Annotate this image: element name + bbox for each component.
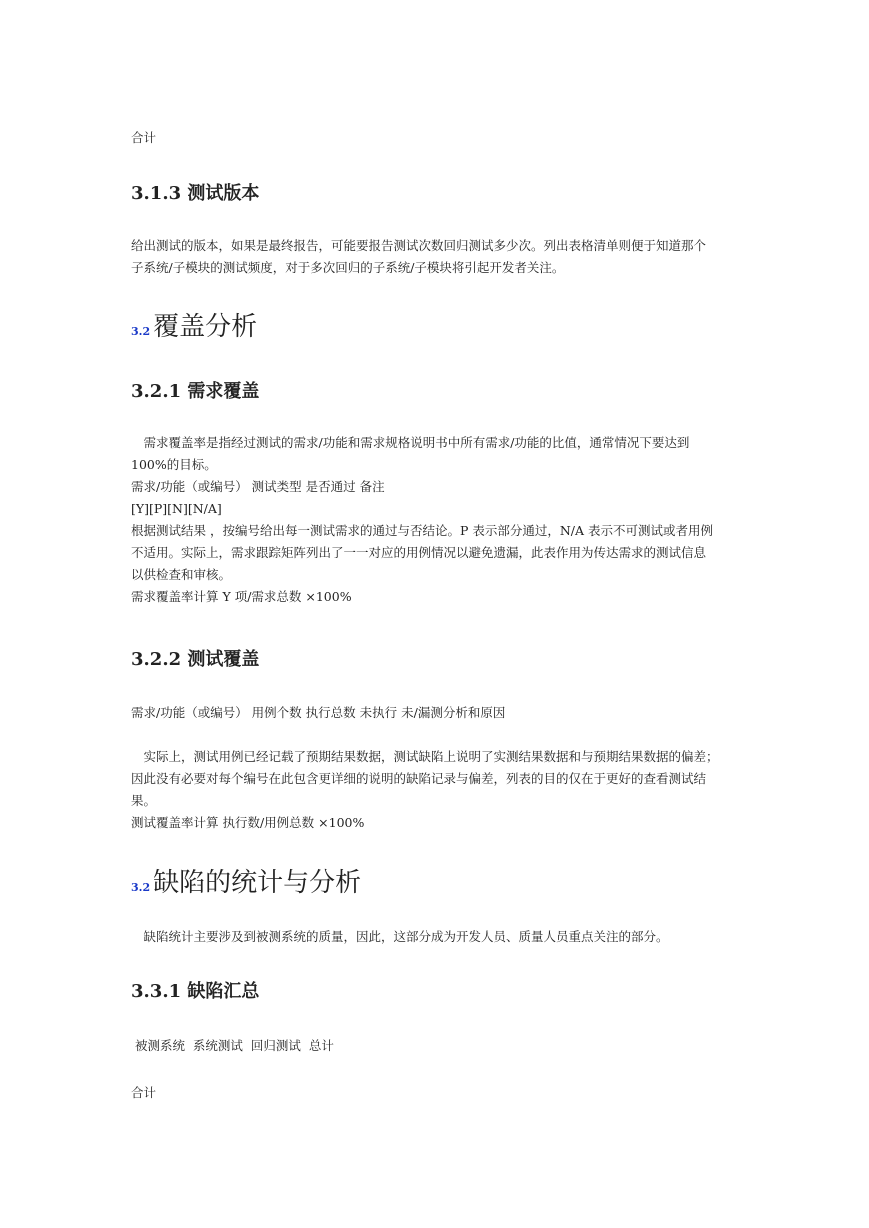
heading-3-2-1: 3.2.1 需求覆盖 (131, 381, 260, 402)
paragraph-defect-intro: 缺陷统计主要涉及到被测系统的质量，因此，这部分成为开发人员、质量人员重点关注的部分。 (131, 929, 669, 944)
heading-3-3-1: 3.3.1 缺陷汇总 (131, 981, 260, 1002)
paragraph-line: 果。 (131, 793, 157, 808)
heading-number: 3.2 (131, 325, 151, 338)
heading-number: 3.2 (131, 881, 151, 894)
heading-3-2-coverage (131, 310, 743, 349)
heading-text: 覆盖分析 (153, 312, 258, 342)
paragraph-line: 因此没有必要对每个编号在此包含更详细的说明的缺陷记录与偏差，列表的目的仅在于更好的查看测试结 (131, 771, 707, 786)
heading-text: 缺陷的统计与分析 (153, 868, 362, 898)
paragraph-line: 根据测试结果 ，按编号给出每一测试需求的通过与否结论。P 表示部分通过，N/A 表示不可测试或者用例 (131, 523, 714, 538)
result-codes-line: [Y][P][N][N/A] (131, 501, 222, 516)
paragraph-line: 100%的目标。 (131, 457, 217, 472)
paragraph-line: 不适用。实际上，需求跟踪矩阵列出了一一对应的用例情况以避免遗漏，此表作用为传达需求的测试信息 (131, 545, 707, 560)
paragraph-test-version (131, 235, 743, 279)
table-columns-line: 需求/功能（或编号） 测试类型 是否通过 备注 (131, 479, 385, 494)
paragraph-line: 子系统/子模块的测试频度，对于多次回归的子系统/子模块将引起开发者关注。 (131, 260, 565, 275)
total-label-top: 合计 (131, 130, 157, 145)
heading-3-2-defects (131, 866, 743, 905)
table-columns-defect-summary: 被测系统 系统测试 回归测试 总计 (131, 1038, 334, 1053)
paragraph-test-coverage (131, 746, 743, 834)
paragraph-line: 需求覆盖率是指经过测试的需求/功能和需求规格说明书中所有需求/功能的比值，通常情况下要达到 (131, 435, 690, 450)
heading-3-1-3: 3.1.3 测试版本 (131, 183, 260, 204)
paragraph-line: 以供检查和审核。 (131, 567, 232, 582)
formula-line: 测试覆盖率计算 执行数/用例总数 ×100% (131, 815, 365, 830)
heading-3-2-2: 3.2.2 测试覆盖 (131, 649, 260, 670)
paragraph-requirement-coverage (131, 432, 743, 608)
table-columns-test-coverage: 需求/功能（或编号） 用例个数 执行总数 未执行 未/漏测分析和原因 (131, 705, 506, 720)
paragraph-line: 给出测试的版本，如果是最终报告，可能要报告测试次数回归测试多少次。列出表格清单则便于知道那个 (131, 238, 707, 253)
total-label-bottom: 合计 (131, 1085, 157, 1100)
formula-line: 需求覆盖率计算 Y 项/需求总数 ×100% (131, 589, 352, 604)
paragraph-line: 实际上，测试用例已经记载了预期结果数据，测试缺陷上说明了实测结果数据和与预期结果数据的偏差； (131, 749, 719, 764)
